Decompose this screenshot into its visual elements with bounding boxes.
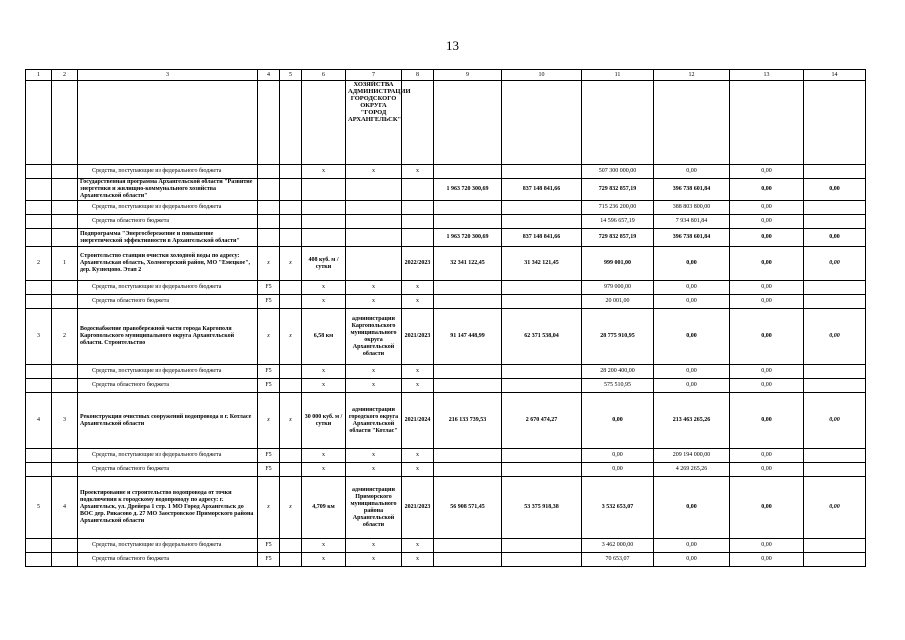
table-cell: администрации городского округа Архангельской области "Котлас" — [346, 393, 402, 449]
table-cell — [26, 165, 52, 179]
table-cell — [258, 201, 280, 215]
table-cell — [402, 215, 434, 229]
table-cell — [346, 215, 402, 229]
table-cell — [402, 179, 434, 201]
table-cell: 0,00 — [730, 201, 804, 215]
table-cell: Средства областного бюджета — [78, 215, 258, 229]
table-cell: x — [280, 247, 302, 281]
table-cell: 4,709 км — [302, 477, 346, 539]
table-cell — [434, 215, 502, 229]
table-cell: 3 — [26, 309, 52, 365]
table-row — [26, 449, 866, 463]
table-cell — [804, 539, 866, 553]
table-cell: Средства, поступающие из федерального бюджета — [78, 281, 258, 295]
table-cell: Средства, поступающие из федерального бюджета — [78, 539, 258, 553]
table-cell: 216 133 739,53 — [434, 393, 502, 449]
table-cell: F5 — [258, 449, 280, 463]
table-cell — [804, 449, 866, 463]
table-cell: 1 — [52, 247, 78, 281]
table-cell: 2021/2024 — [402, 393, 434, 449]
table-cell: 5 — [26, 477, 52, 539]
table-row — [26, 477, 866, 539]
table-cell — [280, 165, 302, 179]
table-cell: x — [346, 165, 402, 179]
table-cell: 0,00 — [804, 229, 866, 247]
table-cell: 575 510,95 — [582, 379, 654, 393]
table-cell: 0,00 — [804, 179, 866, 201]
table-cell — [434, 81, 502, 165]
table-cell — [280, 365, 302, 379]
table-cell — [52, 365, 78, 379]
table-cell: x — [258, 393, 280, 449]
table-cell — [434, 365, 502, 379]
table-cell — [52, 295, 78, 309]
table-cell — [502, 365, 582, 379]
table-cell: x — [302, 553, 346, 567]
table-cell: 715 236 200,00 — [582, 201, 654, 215]
table-cell: 0,00 — [730, 165, 804, 179]
table-cell — [434, 379, 502, 393]
table-cell — [52, 81, 78, 165]
table-cell: x — [346, 281, 402, 295]
column-header: 12 — [654, 70, 730, 81]
table-cell — [804, 553, 866, 567]
table-cell: 979 000,00 — [582, 281, 654, 295]
table-cell: 2022/2023 — [402, 247, 434, 281]
table-cell: x — [302, 449, 346, 463]
table-cell: x — [402, 553, 434, 567]
table-cell: x — [402, 365, 434, 379]
table-cell: 0,00 — [804, 393, 866, 449]
table-cell — [434, 449, 502, 463]
table-cell — [302, 201, 346, 215]
table-cell: 0,00 — [804, 247, 866, 281]
table-row — [26, 247, 866, 281]
table-cell — [302, 229, 346, 247]
table-cell: 396 738 601,84 — [654, 229, 730, 247]
table-cell: 0,00 — [730, 365, 804, 379]
table-cell: F5 — [258, 281, 280, 295]
table-cell — [502, 553, 582, 567]
table-cell — [402, 201, 434, 215]
column-header: 7 — [346, 70, 402, 81]
table-cell: 0,00 — [654, 247, 730, 281]
table-cell: Проектирование и строительство водопровода от точки подключения к городскому водопроводу по адресу: г. Архангельск, ул. Дрейера 1 стр. 1 МО Город Архангельск до ВОС дер. Рикасово д. 27 МО Заостровское Приморского района Архангельской области — [78, 477, 258, 539]
table-cell: 0,00 — [730, 215, 804, 229]
table-cell: Средства, поступающие из федерального бюджета — [78, 201, 258, 215]
table-cell: Строительство станции очистки холодной воды по адресу: Архангельская область, Холмогорский район, МО "Емецкое", дер. Кузнецово. Этап 2 — [78, 247, 258, 281]
table-cell: Водоснабжение правобережной части города Каргополя Каргопольского муниципального округа Архангельской области. Строительство — [78, 309, 258, 365]
table-cell — [26, 201, 52, 215]
table-row — [26, 229, 866, 247]
table-cell — [346, 201, 402, 215]
table-cell: 0,00 — [654, 365, 730, 379]
table-cell — [258, 165, 280, 179]
table-cell — [804, 365, 866, 379]
table-cell: 3 — [52, 393, 78, 449]
budget-table — [25, 69, 866, 567]
table-cell — [582, 81, 654, 165]
table-cell: Средства, поступающие из федерального бюджета — [78, 365, 258, 379]
table-cell: x — [402, 281, 434, 295]
table-cell: 0,00 — [730, 379, 804, 393]
table-cell: 0,00 — [654, 379, 730, 393]
table-row — [26, 81, 866, 165]
table-cell — [26, 215, 52, 229]
table-cell: x — [346, 379, 402, 393]
table-cell: 2 670 474,27 — [502, 393, 582, 449]
table-cell: F5 — [258, 553, 280, 567]
table-cell: 70 653,07 — [582, 553, 654, 567]
table-cell: Подпрограмма "Энергосбережение и повышение энергетической эффективности в Архангельской области" — [78, 229, 258, 247]
table-cell: x — [402, 539, 434, 553]
table-cell — [502, 539, 582, 553]
column-header: 11 — [582, 70, 654, 81]
table-cell — [26, 81, 52, 165]
table-cell: x — [258, 309, 280, 365]
table-cell: x — [302, 379, 346, 393]
table-cell — [804, 165, 866, 179]
table-row — [26, 463, 866, 477]
table-cell: x — [258, 247, 280, 281]
column-header: 4 — [258, 70, 280, 81]
table-cell — [346, 229, 402, 247]
table-cell: 0,00 — [654, 553, 730, 567]
table-cell — [502, 449, 582, 463]
table-cell — [434, 295, 502, 309]
table-cell — [280, 281, 302, 295]
table-cell — [804, 201, 866, 215]
table-cell — [654, 81, 730, 165]
table-cell — [26, 379, 52, 393]
table-row — [26, 281, 866, 295]
column-header: 8 — [402, 70, 434, 81]
table-cell: Средства, поступающие из федерального бюджета — [78, 449, 258, 463]
table-cell: 6,58 км — [302, 309, 346, 365]
table-cell: 213 463 265,26 — [654, 393, 730, 449]
table-cell: 1 963 720 300,69 — [434, 179, 502, 201]
table-cell: ХОЗЯЙСТВА АДМИНИСТРАЦИИ ГОРОДСКОГО ОКРУГА "ГОРОД АРХАНГЕЛЬСК" — [346, 81, 402, 165]
table-cell: x — [302, 165, 346, 179]
table-cell — [502, 215, 582, 229]
table-cell: x — [302, 295, 346, 309]
table-cell — [502, 463, 582, 477]
table-cell: 0,00 — [582, 463, 654, 477]
table-cell: x — [280, 477, 302, 539]
column-header: 13 — [730, 70, 804, 81]
table-cell — [52, 179, 78, 201]
table-cell: 388 803 800,00 — [654, 201, 730, 215]
table-cell: 0,00 — [654, 165, 730, 179]
table-cell: 837 148 841,66 — [502, 229, 582, 247]
table-cell: x — [302, 281, 346, 295]
table-cell: 0,00 — [730, 229, 804, 247]
table-cell: 0,00 — [730, 449, 804, 463]
table-cell: 0,00 — [654, 477, 730, 539]
table-cell: 408 куб. м / сутки — [302, 247, 346, 281]
table-cell: 91 147 448,99 — [434, 309, 502, 365]
table-cell — [26, 179, 52, 201]
table-cell: 0,00 — [730, 247, 804, 281]
table-cell — [52, 165, 78, 179]
table-cell: x — [402, 295, 434, 309]
table-cell: Государственная программа Архангельской области "Развитие энергетики и жилищно-коммунального хозяйства Архангельской области" — [78, 179, 258, 201]
table-cell — [52, 281, 78, 295]
table-cell: 0,00 — [730, 179, 804, 201]
table-cell — [280, 379, 302, 393]
table-cell: 4 — [26, 393, 52, 449]
table-cell: 0,00 — [730, 539, 804, 553]
table-cell: 0,00 — [804, 309, 866, 365]
table-cell: x — [258, 477, 280, 539]
table-cell: 729 832 857,19 — [582, 229, 654, 247]
table-row — [26, 365, 866, 379]
table-cell: 0,00 — [730, 463, 804, 477]
table-cell: 0,00 — [804, 477, 866, 539]
table-cell: F5 — [258, 365, 280, 379]
table-cell: 30 000 куб. м / сутки — [302, 393, 346, 449]
table-cell: F5 — [258, 539, 280, 553]
table-cell — [52, 539, 78, 553]
table-cell — [434, 201, 502, 215]
table-cell: x — [346, 463, 402, 477]
table-cell — [258, 179, 280, 201]
header-row — [26, 70, 866, 81]
table-cell: x — [402, 379, 434, 393]
table-cell: 20 001,00 — [582, 295, 654, 309]
table-cell: 28 775 910,95 — [582, 309, 654, 365]
table-cell: 1 963 720 300,69 — [434, 229, 502, 247]
table-row — [26, 553, 866, 567]
table-cell: 396 738 601,84 — [654, 179, 730, 201]
table-cell — [26, 295, 52, 309]
table-cell: x — [346, 449, 402, 463]
table-row — [26, 295, 866, 309]
table-cell: F5 — [258, 463, 280, 477]
table-cell: 507 300 000,00 — [582, 165, 654, 179]
table-cell — [302, 81, 346, 165]
table-cell — [52, 201, 78, 215]
table-cell: 729 832 857,19 — [582, 179, 654, 201]
table-cell: 4 — [52, 477, 78, 539]
table-cell: 0,00 — [730, 295, 804, 309]
table-cell: 2021/2023 — [402, 477, 434, 539]
table-cell — [804, 295, 866, 309]
table-cell: 62 371 538,04 — [502, 309, 582, 365]
table-cell: x — [346, 295, 402, 309]
table-cell: x — [280, 393, 302, 449]
table-cell — [502, 281, 582, 295]
table-cell — [52, 463, 78, 477]
table-cell — [52, 449, 78, 463]
table-cell: 31 342 121,45 — [502, 247, 582, 281]
table-cell — [302, 179, 346, 201]
table-cell: 0,00 — [654, 281, 730, 295]
table-cell: 0,00 — [730, 477, 804, 539]
table-cell — [258, 229, 280, 247]
table-cell: 209 194 000,00 — [654, 449, 730, 463]
column-header: 1 — [26, 70, 52, 81]
table-row — [26, 179, 866, 201]
table-cell: 2021/2023 — [402, 309, 434, 365]
table-cell — [78, 81, 258, 165]
table-cell: 999 001,00 — [582, 247, 654, 281]
table-cell — [804, 81, 866, 165]
table-cell: 4 269 265,26 — [654, 463, 730, 477]
table-cell — [280, 449, 302, 463]
table-cell: F5 — [258, 379, 280, 393]
table-cell: x — [280, 309, 302, 365]
table-cell — [502, 379, 582, 393]
table-cell: администрации Приморского муниципального района Архангельской области — [346, 477, 402, 539]
table-cell: 3 532 653,07 — [582, 477, 654, 539]
table-cell — [280, 553, 302, 567]
page-number: 13 — [446, 38, 459, 53]
table-cell: 2 — [26, 247, 52, 281]
table-cell — [346, 247, 402, 281]
table-cell: 0,00 — [654, 295, 730, 309]
table-cell — [52, 379, 78, 393]
table-cell: Средства областного бюджета — [78, 295, 258, 309]
table-cell — [26, 539, 52, 553]
table-cell — [434, 463, 502, 477]
table-cell: Реконструкция очистных сооружений водопровода в г. Котласе Архангельской области — [78, 393, 258, 449]
table-cell: 3 462 000,00 — [582, 539, 654, 553]
table-row — [26, 379, 866, 393]
column-header: 9 — [434, 70, 502, 81]
table-cell: 0,00 — [730, 309, 804, 365]
table-cell — [280, 295, 302, 309]
table-cell: x — [302, 463, 346, 477]
table-cell — [280, 201, 302, 215]
column-header: 14 — [804, 70, 866, 81]
table-cell — [434, 553, 502, 567]
table-row — [26, 539, 866, 553]
table-cell — [280, 215, 302, 229]
table-cell: 28 200 400,00 — [582, 365, 654, 379]
table-cell: Средства областного бюджета — [78, 553, 258, 567]
table-cell: 53 375 918,38 — [502, 477, 582, 539]
column-header: 10 — [502, 70, 582, 81]
table-cell — [434, 165, 502, 179]
table-cell: 0,00 — [582, 449, 654, 463]
table-cell — [502, 201, 582, 215]
table-cell — [804, 463, 866, 477]
table-cell: Средства областного бюджета — [78, 463, 258, 477]
table-row — [26, 215, 866, 229]
table-cell — [280, 229, 302, 247]
table-cell — [434, 539, 502, 553]
table-cell: F5 — [258, 295, 280, 309]
table-cell: 0,00 — [730, 553, 804, 567]
table-cell — [280, 463, 302, 477]
table-cell: 7 934 801,84 — [654, 215, 730, 229]
table-cell — [52, 229, 78, 247]
table-cell: 837 148 841,66 — [502, 179, 582, 201]
table-row — [26, 165, 866, 179]
table-cell — [26, 449, 52, 463]
table-cell: 0,00 — [582, 393, 654, 449]
table-cell — [26, 365, 52, 379]
table-cell: 0,00 — [730, 281, 804, 295]
table-cell: 32 341 122,45 — [434, 247, 502, 281]
table-cell — [502, 81, 582, 165]
table-cell: x — [402, 165, 434, 179]
table-cell: x — [302, 365, 346, 379]
table-cell: x — [346, 539, 402, 553]
table-cell: x — [346, 365, 402, 379]
table-cell — [26, 553, 52, 567]
table-cell — [302, 215, 346, 229]
table-cell: администрации Каргопольского муниципального округа Архангельской области — [346, 309, 402, 365]
table-cell — [730, 81, 804, 165]
table-cell — [804, 281, 866, 295]
column-header: 5 — [280, 70, 302, 81]
table-cell — [402, 229, 434, 247]
table-cell: 0,00 — [654, 309, 730, 365]
table-cell: x — [346, 553, 402, 567]
table-cell: 0,00 — [730, 393, 804, 449]
table-cell — [258, 215, 280, 229]
table-cell — [52, 215, 78, 229]
table-cell — [26, 463, 52, 477]
table-cell — [434, 281, 502, 295]
table-cell: x — [402, 463, 434, 477]
table-cell — [804, 215, 866, 229]
table-cell — [52, 553, 78, 567]
column-header: 6 — [302, 70, 346, 81]
table-cell: 2 — [52, 309, 78, 365]
table-cell — [346, 179, 402, 201]
table-cell — [26, 281, 52, 295]
table-cell: Средства областного бюджета — [78, 379, 258, 393]
column-header: 2 — [52, 70, 78, 81]
table-cell — [502, 295, 582, 309]
table-cell: 56 908 571,45 — [434, 477, 502, 539]
table-row — [26, 201, 866, 215]
table-row — [26, 393, 866, 449]
table-cell: 14 596 657,19 — [582, 215, 654, 229]
table-cell — [502, 165, 582, 179]
table-cell: x — [302, 539, 346, 553]
table-cell — [804, 379, 866, 393]
column-header: 3 — [78, 70, 258, 81]
table-cell — [258, 81, 280, 165]
table-cell: Средства, поступающие из федерального бюджета — [78, 165, 258, 179]
table-cell — [280, 539, 302, 553]
table-cell: 0,00 — [654, 539, 730, 553]
table-cell: x — [402, 449, 434, 463]
table-cell — [280, 179, 302, 201]
table-cell — [26, 229, 52, 247]
table-cell — [280, 81, 302, 165]
table-row — [26, 309, 866, 365]
